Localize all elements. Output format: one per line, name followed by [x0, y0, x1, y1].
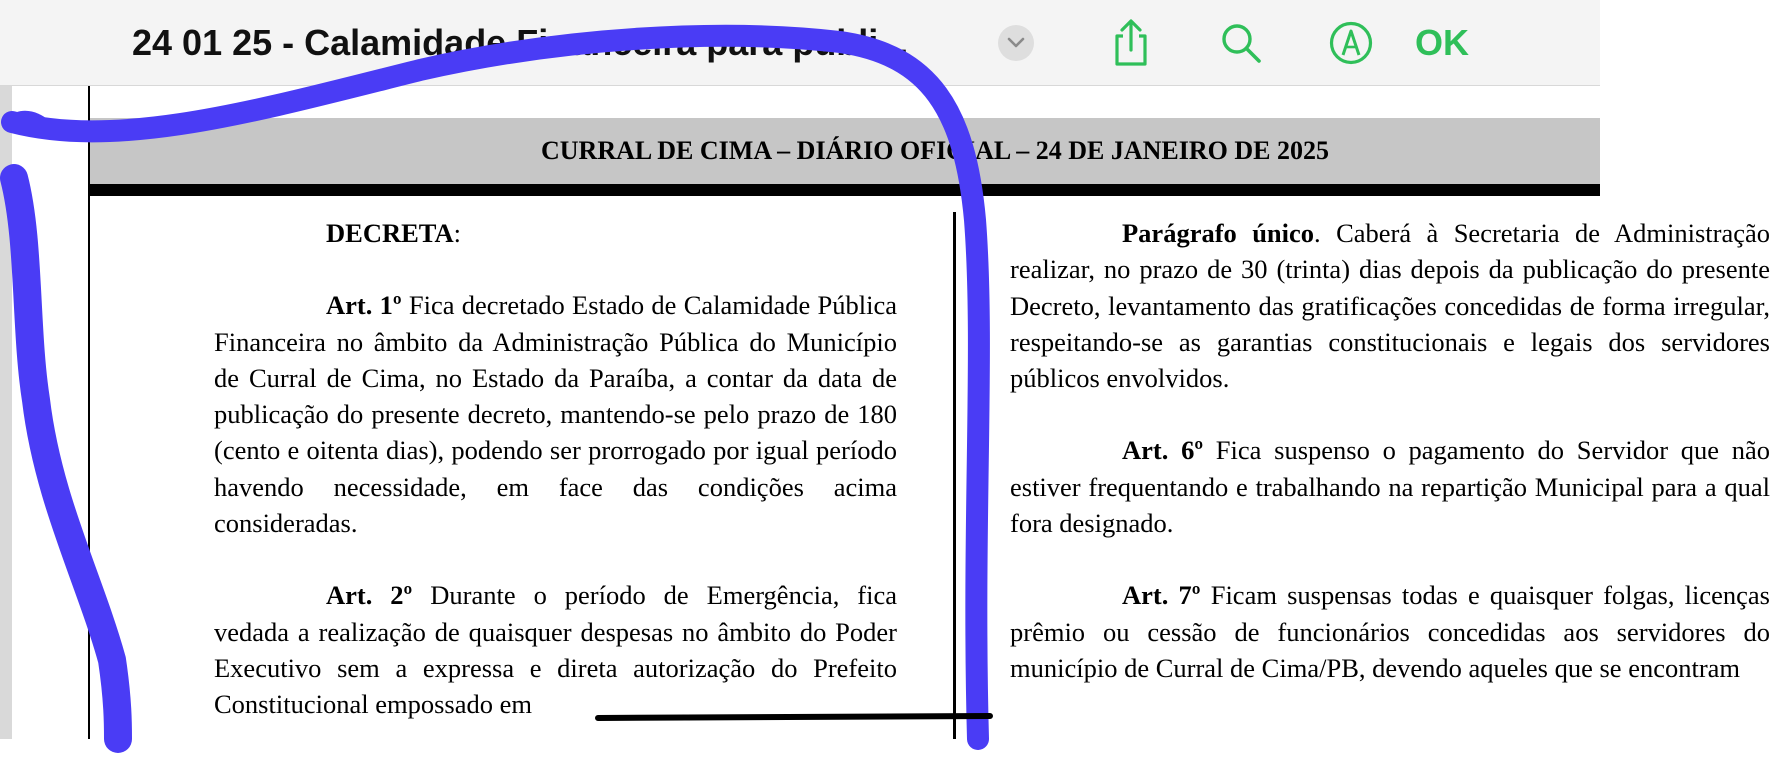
gazette-header: CURRAL DE CIMA – DIÁRIO OFICIAL – 24 DE JANEIRO DE 2025 — [540, 136, 1330, 165]
article-2: Art. 2º Durante o período de Emergência, fica vedada a realização de quaisquer despesas no âmbito do Poder Executivo sem a expressa e direta autorização do Prefeito Constitucional empossado em — [214, 580, 897, 720]
left-column — [214, 215, 897, 759]
decreta-heading: DECRETA: — [326, 218, 461, 248]
column-divider — [953, 212, 956, 739]
page-gutter — [0, 86, 12, 739]
header-rule — [90, 184, 1600, 196]
article-1: Art. 1º Fica decretado Estado de Calamidade Pública Financeira no âmbito da Administração Pública do Município de Curral de Cima, no Estado da Paraíba, a contar da data de publicação do presente decreto, mantendo-se pelo prazo de 180 (cento e oitenta dias), podendo ser prorrogado por igual período havendo necessidade, em face das condições acima consideradas. — [214, 290, 897, 539]
ok-button[interactable]: OK — [1415, 22, 1469, 63]
document-title[interactable]: 24 01 25 - Calamidade Financeira para publi... — [132, 22, 909, 63]
paragrafo-unico: Parágrafo único. Caberá à Secretaria de Administração realizar, no prazo de 30 (trinta) dias depois da publicação do presente Decreto, levantamento das gratificações concedidas de forma irregular, respeitando-se as garantias constitucionais e legais dos servidores públicos envolvidos. — [1010, 218, 1770, 394]
article-6: Art. 6º Fica suspenso o pagamento do Servidor que não estiver frequentando e trabalhando na repartição Municipal para a qual fora designado. — [1010, 435, 1770, 539]
article-7: Art. 7º Ficam suspensas todas e quaisquer folgas, licenças prêmio ou cessão de funcionários concedidas aos servidores do município de Curral de Cima/PB, devendo aqueles que se encontram — [1010, 580, 1770, 683]
right-column — [1010, 215, 1770, 722]
